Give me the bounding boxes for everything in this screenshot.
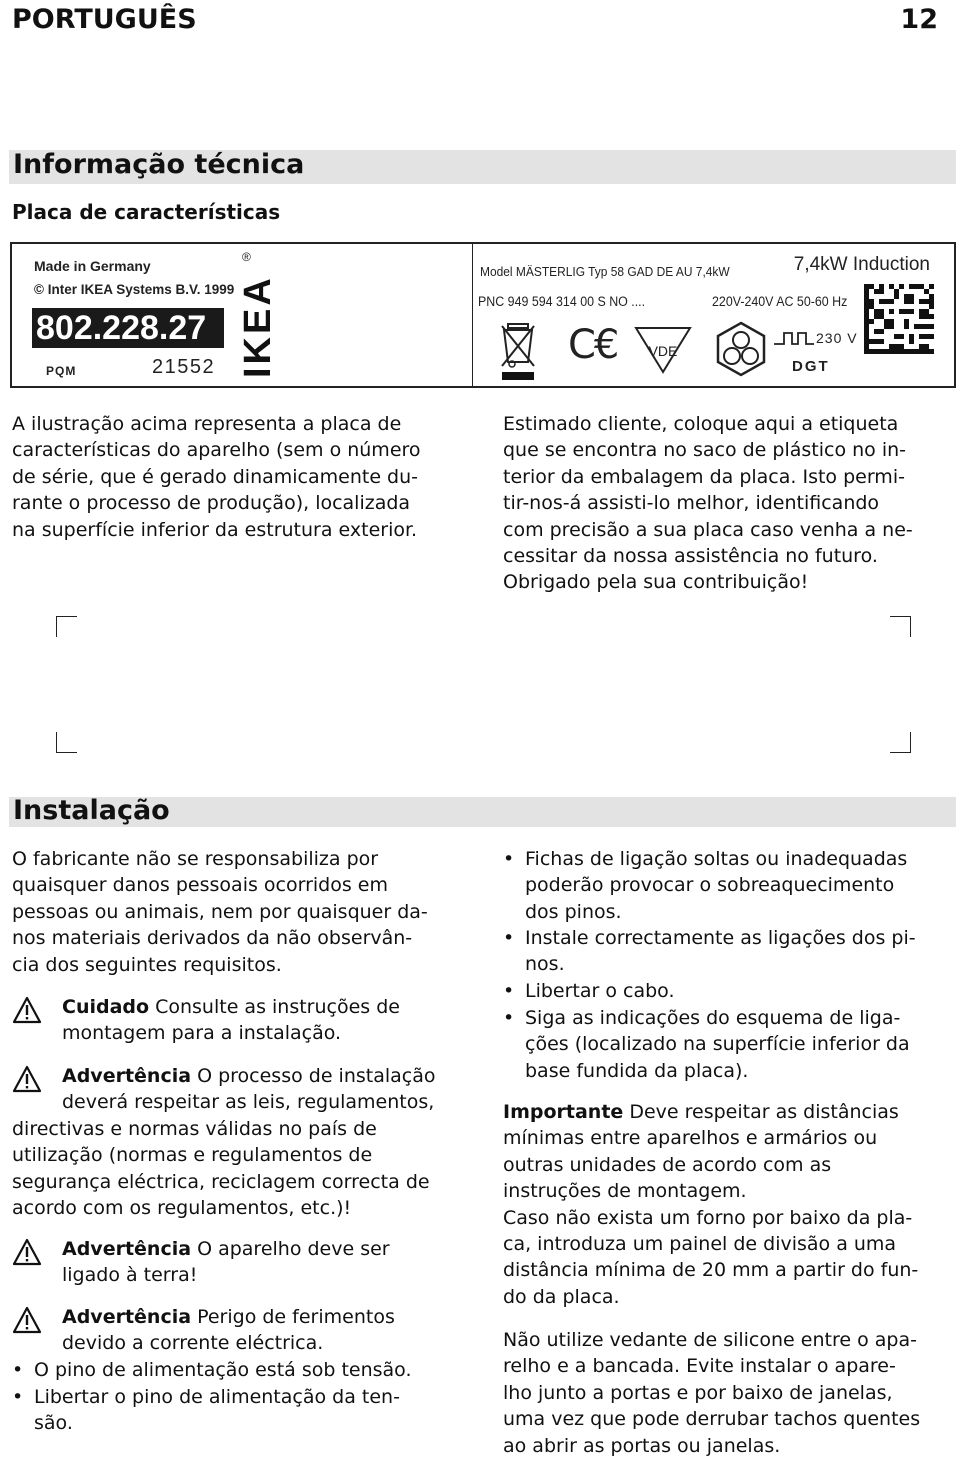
important-label: Importante (503, 1101, 624, 1123)
warning-label: Advertência (62, 1238, 192, 1260)
plate-pqm-number: 21552 (152, 356, 216, 378)
text-line: de série, que é gerado dinamicamente du- (12, 465, 419, 488)
section-title-installation: Instalação (13, 795, 170, 826)
text-line: nos. (525, 953, 565, 976)
text-line: Consulte as instruções de (149, 996, 400, 1018)
section-bar-installation (9, 797, 956, 827)
caution-note (12, 994, 472, 1054)
label-area-corner-br (890, 732, 911, 753)
bullet-icon: • (503, 927, 515, 949)
text-line: Obrigado pela sua contribuição! (503, 571, 809, 594)
plate-pqm-label: PQM (46, 364, 77, 378)
text-line: uma vez que pode derrubar tachos quentes (503, 1408, 921, 1431)
list-item (503, 978, 953, 1005)
text-line: base fundida da placa). (525, 1059, 749, 1082)
text-line: O fabricante não se responsabiliza por (12, 848, 379, 870)
page-language-header: PORTUGUÊS (12, 4, 197, 35)
text-line: terior da embalagem da placa. Isto permi- (503, 465, 905, 488)
bullet-icon: • (503, 980, 515, 1002)
text-line: acordo com os regulamentos, etc.)! (12, 1197, 352, 1220)
section-bar-technical (9, 150, 956, 184)
text-line: Estimado cliente, coloque aqui a etiqueta (503, 413, 899, 435)
bullet-icon: • (12, 1359, 24, 1381)
list-item (503, 1005, 953, 1085)
text-line: dos pinos. (525, 900, 622, 923)
text-line: nos materiais derivados da não observân- (12, 927, 413, 950)
plate-divider (472, 244, 473, 386)
datamatrix-code-icon (864, 284, 934, 354)
text-line: Siga as indicações do esquema de liga- (525, 1007, 901, 1029)
text-line: A ilustração acima representa a placa de (12, 413, 402, 435)
warning-earthing (12, 1236, 472, 1296)
label-area-corner-bl (56, 732, 77, 753)
page-number: 12 (900, 4, 938, 35)
plate-made-in: Made in Germany (34, 258, 151, 274)
list-item (503, 925, 953, 979)
warning-triangle-icon (12, 1238, 42, 1266)
warning-label: Advertência (62, 1306, 192, 1328)
plate-registered-mark: ® (242, 250, 251, 264)
text-line: pessoas ou animais, nem por quaisquer da- (12, 900, 428, 923)
plate-description (12, 411, 462, 543)
text-line: mínimas entre aparelhos e armários ou (503, 1127, 878, 1150)
silicone-note (503, 1327, 953, 1459)
caution-label: Cuidado (62, 996, 150, 1018)
label-instructions (503, 411, 953, 596)
important-note (503, 1099, 953, 1310)
text-line: são. (34, 1412, 73, 1435)
list-item (503, 846, 953, 926)
label-area-corner-tl (56, 616, 77, 637)
rating-plate-heading: Placa de características (12, 200, 281, 224)
text-line: outras unidades de acordo com as (503, 1153, 832, 1176)
text-line: ca, introduza um painel de divisão a uma (503, 1233, 897, 1256)
text-line: cia dos seguintes requisitos. (12, 953, 282, 976)
bullet-icon: • (503, 1007, 515, 1029)
list-item (12, 1357, 472, 1384)
warning-triangle-icon (12, 996, 42, 1024)
text-line: Deve respeitar as distâncias (623, 1101, 899, 1123)
text-line: ligado à terra! (62, 1264, 198, 1287)
text-line: do da placa. (503, 1285, 620, 1308)
rating-plate (10, 242, 956, 388)
text-line: rante o processo de produção), localizada (12, 492, 411, 515)
list-item (12, 1384, 472, 1438)
text-line: directivas e normas válidas no país de (12, 1117, 377, 1140)
ikea-logo (237, 262, 279, 380)
pulse-wave-icon (774, 330, 822, 348)
plate-copyright: © Inter IKEA Systems B.V. 1999 (34, 282, 235, 297)
text-line: Caso não exista um forno por baixo da pla- (503, 1206, 913, 1229)
text-line: deverá respeitar as leis, regulamentos, (62, 1091, 435, 1114)
ikea-logo-text: IKEA (237, 275, 279, 378)
plate-article-box (32, 308, 224, 348)
text-line: lho junto a portas e por baixo de janelas, (503, 1381, 893, 1404)
text-line: O aparelho deve ser (191, 1238, 390, 1260)
text-line: utilização (normas e regulamentos de (12, 1144, 373, 1167)
vde-mark-icon (632, 322, 694, 376)
warning-triangle-icon (12, 1306, 42, 1334)
plate-model: Model MÄSTERLIG Typ 58 GAD DE AU 7,4kW (480, 264, 730, 279)
text-line: poderão provocar o sobreaquecimento (525, 874, 895, 897)
warning-electric-shock (12, 1304, 472, 1364)
plate-dgt: DGT (792, 358, 830, 375)
text-line: na superfície inferior da estrutura exterior. (12, 518, 418, 541)
label-area-corner-tr (890, 616, 911, 637)
plate-voltage: 220V-240V AC 50-60 Hz (712, 294, 848, 309)
text-line: O processo de instalação (191, 1065, 436, 1087)
warning-label: Advertência (62, 1065, 192, 1087)
text-line: cessitar da nossa assistência no futuro. (503, 545, 878, 568)
plate-power: 7,4kW Induction (793, 254, 930, 275)
text-line: devido a corrente eléctrica. (62, 1332, 324, 1355)
plate-pnc: PNC 949 594 314 00 S NO .... (478, 294, 646, 309)
text-line: montagem para a instalação. (62, 1022, 342, 1045)
text-line: Não utilize vedante de silicone entre o apa- (503, 1329, 917, 1351)
text-line: tir-nos-á assisti-lo melhor, identificando (503, 492, 880, 515)
hexagon-mark-icon (712, 320, 770, 378)
text-line: que se encontra no saco de plástico no in- (503, 439, 906, 462)
text-line: Fichas de ligação soltas ou inadequadas (525, 848, 908, 870)
text-line: relho e a bancada. Evite instalar o apare- (503, 1355, 896, 1378)
text-line: O pino de alimentação está sob tensão. (34, 1359, 412, 1381)
ce-mark-icon: C€ (568, 322, 618, 368)
section-title-technical: Informação técnica (13, 149, 305, 180)
text-line: características do aparelho (sem o número (12, 439, 421, 462)
text-line: ções (localizado na superfície inferior da (525, 1033, 910, 1056)
bullet-icon: • (503, 848, 515, 870)
text-line: instruções de montagem. (503, 1180, 747, 1203)
text-line: segurança eléctrica, reciclagem correcta de (12, 1170, 430, 1193)
installation-intro (12, 846, 472, 978)
warning-regulations (12, 1063, 472, 1223)
svg-text:VDE: VDE (648, 343, 678, 359)
weee-bin-icon (496, 316, 540, 382)
bullet-icon: • (12, 1386, 24, 1408)
text-line: Libertar o cabo. (525, 980, 675, 1002)
text-line: Instale correctamente as ligações dos pi- (525, 927, 916, 949)
text-line: ao abrir as portas ou janelas. (503, 1434, 781, 1457)
text-line: distância mínima de 20 mm a partir do fun- (503, 1259, 919, 1282)
text-line: quaisquer danos pessoais ocorridos em (12, 874, 388, 897)
plate-article-number: 802.228.27 (36, 309, 207, 347)
text-line: Libertar o pino de alimentação da ten- (34, 1386, 400, 1408)
plate-230v: 230 V (816, 330, 858, 346)
warning-triangle-icon (12, 1065, 42, 1093)
text-line: Perigo de ferimentos (191, 1306, 395, 1328)
text-line: com precisão a sua placa caso venha a ne- (503, 518, 913, 541)
